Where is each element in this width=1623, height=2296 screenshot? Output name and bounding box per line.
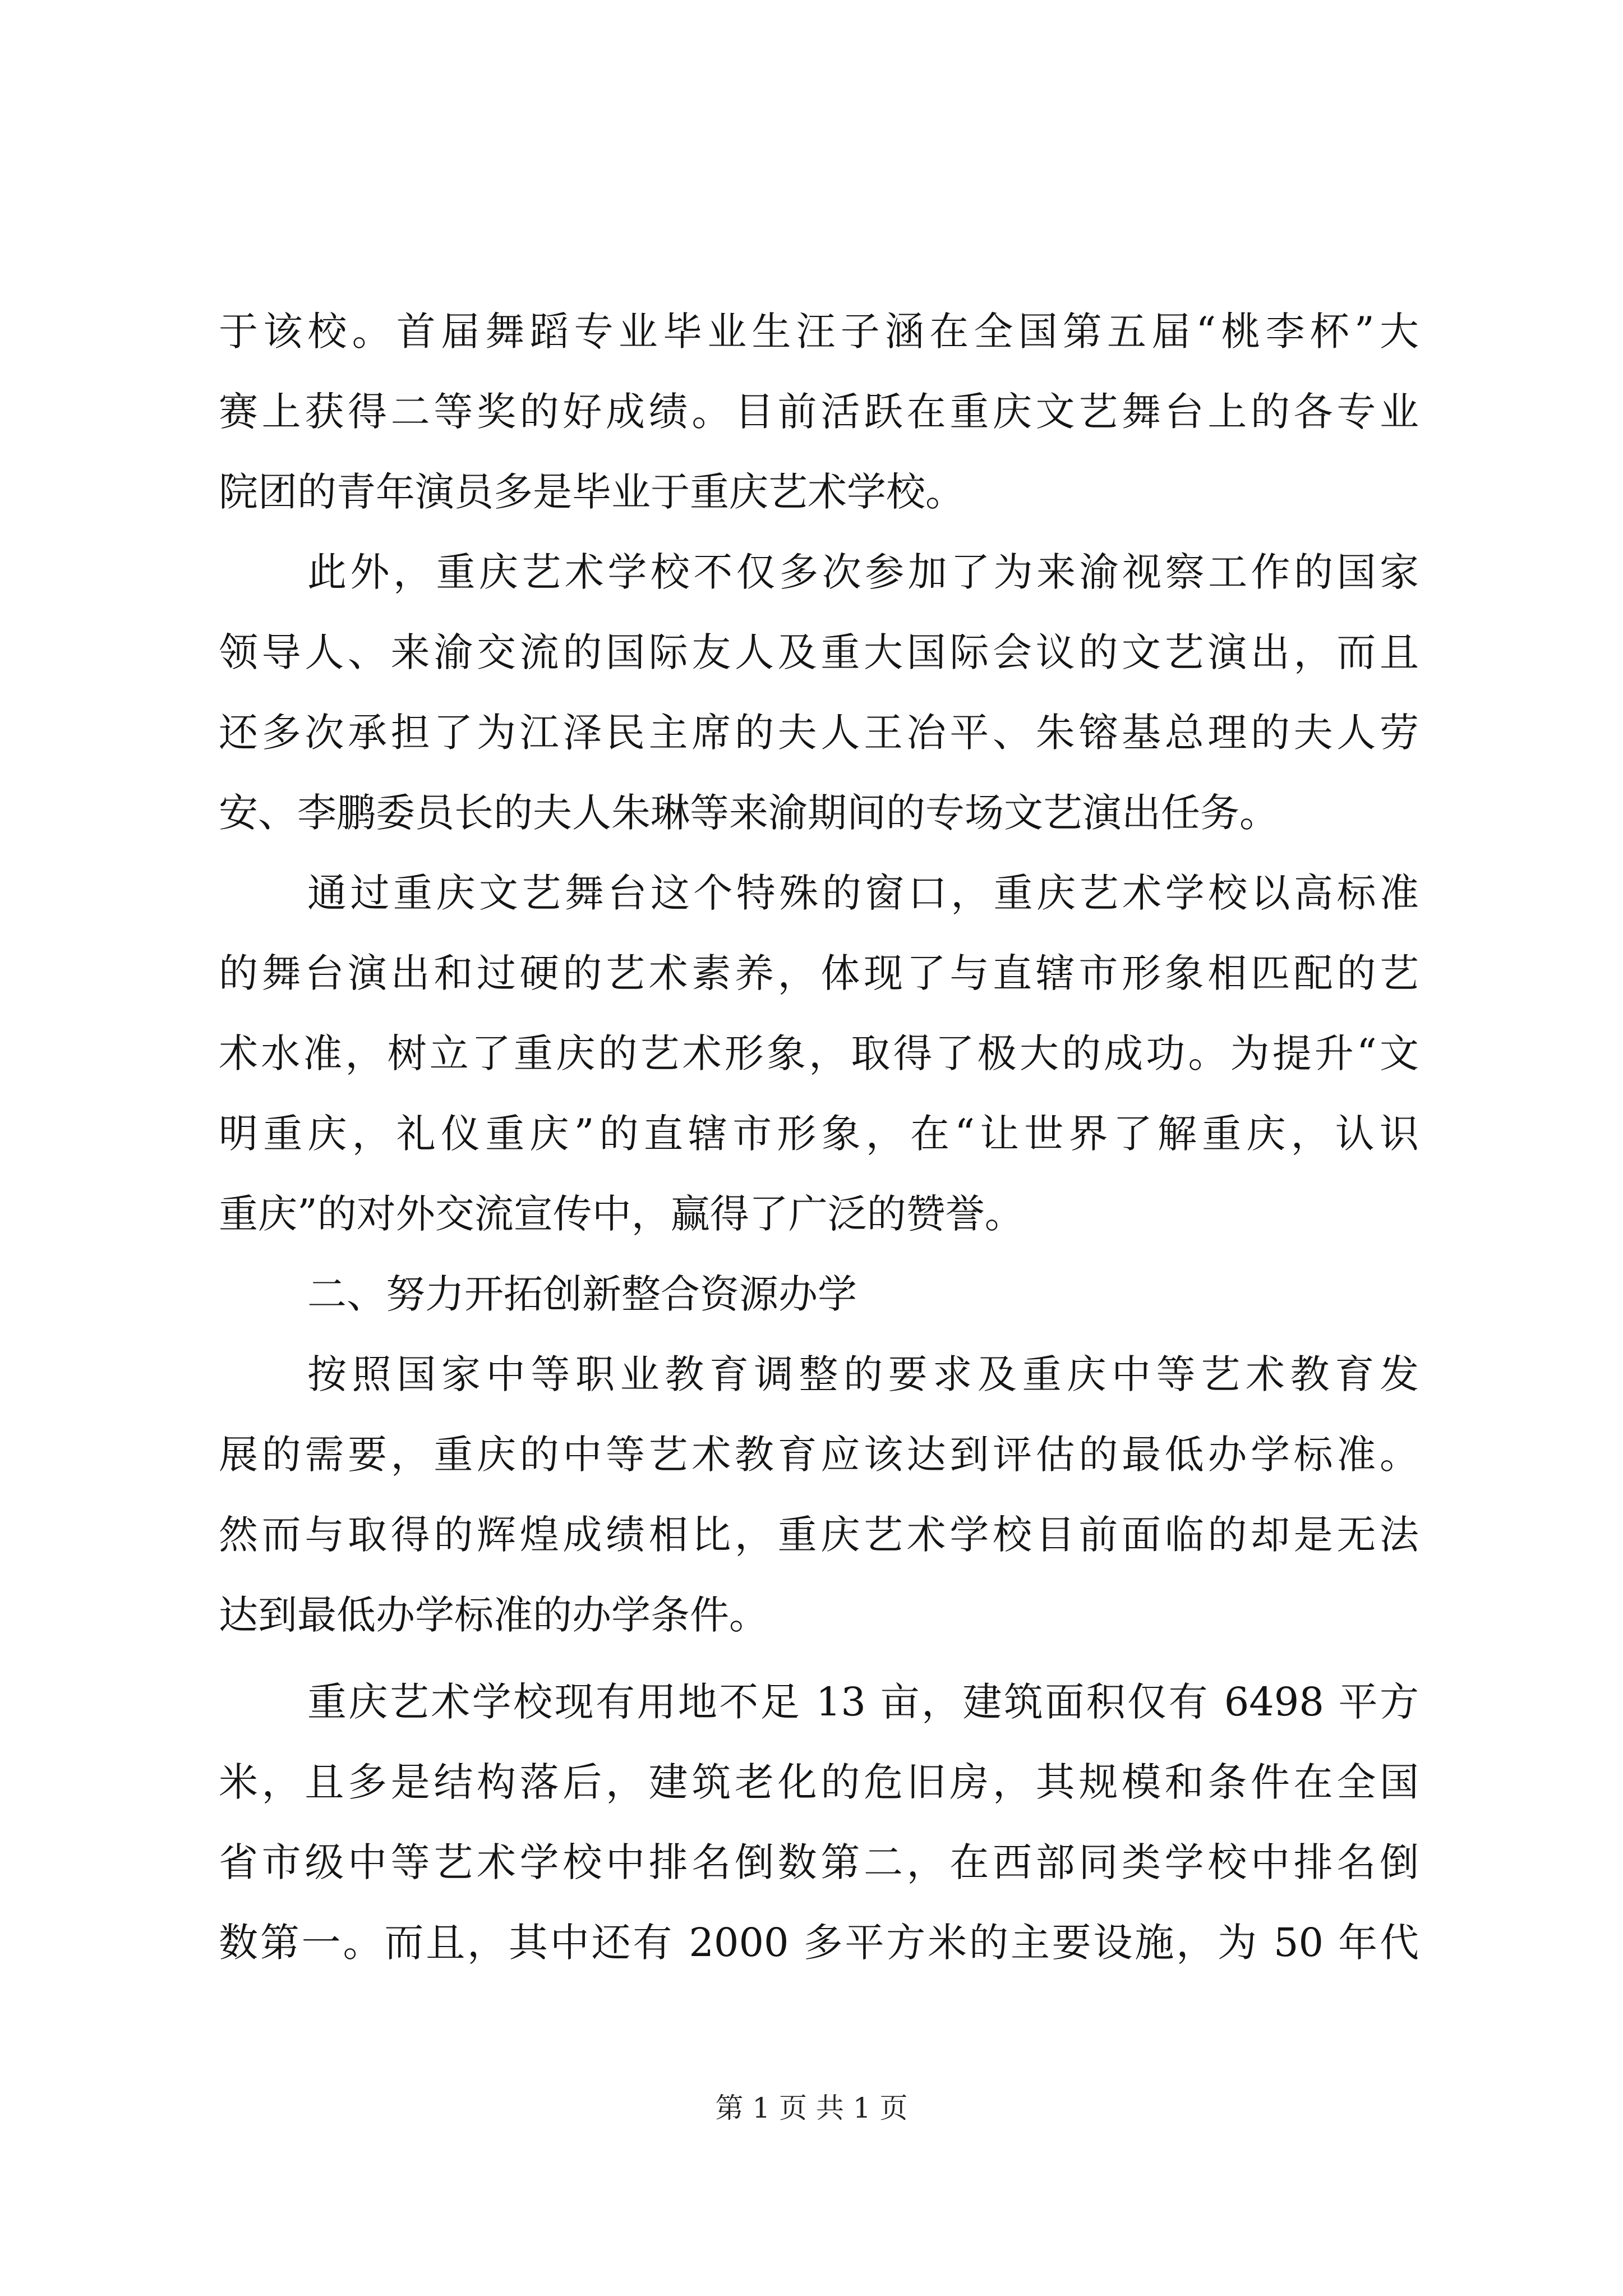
text-line: 还多次承担了为江泽民主席的夫人王冶平、朱镕基总理的夫人劳	[219, 710, 1419, 756]
heading-line: 二、努力开拓创新整合资源办学	[307, 1271, 857, 1317]
document-body	[219, 292, 1419, 1983]
text-line: 的舞台演出和过硬的艺术素养，体现了与直辖市形象相匹配的艺	[219, 950, 1419, 996]
text-line: 达到最低办学标准的办学条件。	[219, 1592, 768, 1638]
paragraph-2	[219, 532, 1419, 853]
text-line: 安、李鹏委员长的夫人朱琳等来渝期间的专场文艺演出任务。	[219, 790, 1279, 836]
text-line: 省市级中等艺术学校中排名倒数第二，在西部同类学校中排名倒	[219, 1839, 1419, 1885]
text-line: 通过重庆文艺舞台这个特殊的窗口，重庆艺术学校以高标准	[307, 870, 1419, 916]
text-line: 然而与取得的辉煌成绩相比，重庆艺术学校目前面临的却是无法	[219, 1512, 1419, 1558]
section-heading	[219, 1254, 1419, 1335]
text-line: 明重庆，礼仪重庆”的直辖市形象，在“让世界了解重庆，认识	[219, 1111, 1419, 1157]
text-line: 此外，重庆艺术学校不仅多次参加了为来渝视察工作的国家	[307, 549, 1419, 595]
text-line: 重庆”的对外交流宣传中，赢得了广泛的赞誉。	[219, 1191, 1024, 1237]
text-line: 展的需要，重庆的中等艺术教育应该达到评估的最低办学标准。	[219, 1432, 1419, 1478]
text-line: 米，且多是结构落后，建筑老化的危旧房，其规模和条件在全国	[219, 1759, 1419, 1805]
paragraph-5	[219, 1662, 1419, 1983]
text-line: 术水准，树立了重庆的艺术形象，取得了极大的成功。为提升“文	[219, 1030, 1419, 1076]
paragraph-3	[219, 853, 1419, 1254]
paragraph-4	[219, 1335, 1419, 1655]
page-number-footer: 第 1 页 共 1 页	[715, 2092, 908, 2124]
text-line: 按照国家中等职业教育调整的要求及重庆中等艺术教育发	[307, 1351, 1419, 1397]
text-line: 赛上获得二等奖的好成绩。目前活跃在重庆文艺舞台上的各专业	[219, 389, 1419, 435]
text-line: 数第一。而且，其中还有 2000 多平方米的主要设施，为 50 年代	[219, 1920, 1419, 1966]
paragraph-1	[219, 292, 1419, 532]
text-line: 领导人、来渝交流的国际友人及重大国际会议的文艺演出，而且	[219, 629, 1419, 675]
text-line: 重庆艺术学校现有用地不足 13 亩，建筑面积仅有 6498 平方	[307, 1679, 1419, 1725]
text-line: 院团的青年演员多是毕业于重庆艺术学校。	[219, 469, 965, 515]
text-line: 于该校。首届舞蹈专业毕业生汪子涵在全国第五届“桃李杯”大	[219, 309, 1419, 355]
